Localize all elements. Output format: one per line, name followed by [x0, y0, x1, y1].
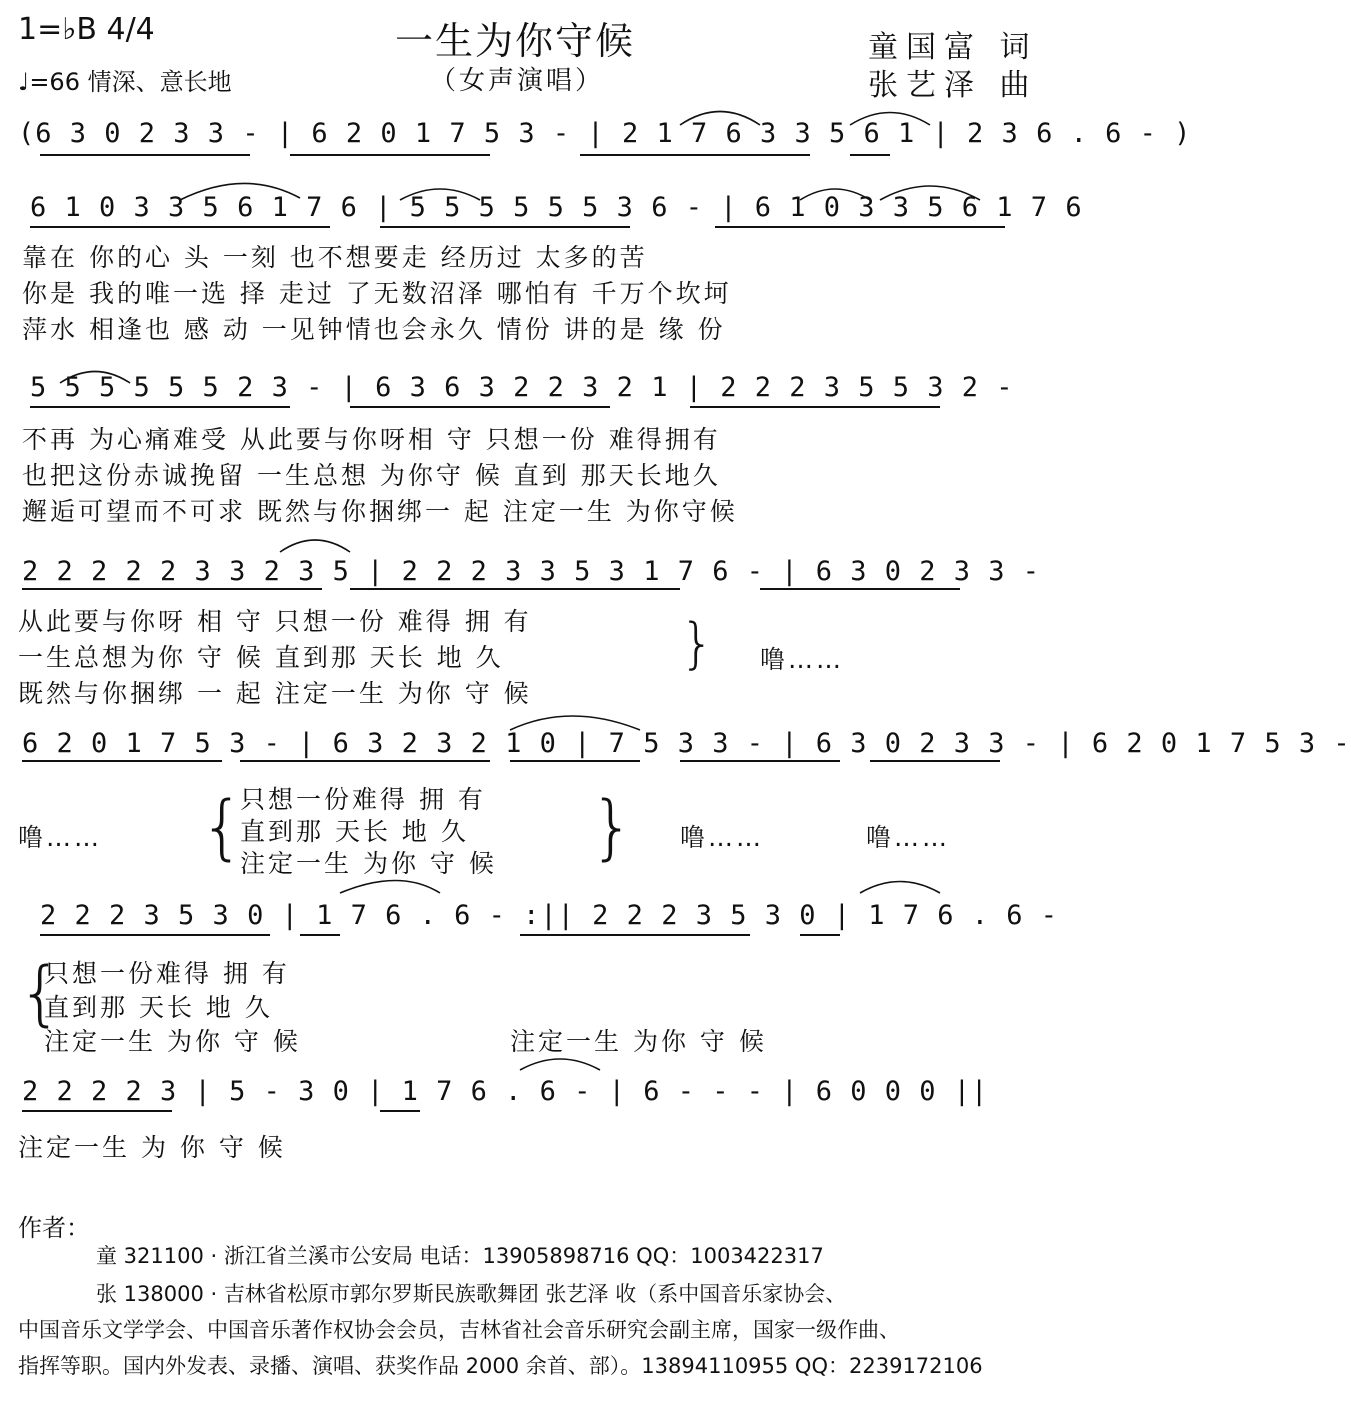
hum-syllable: 噜……: [18, 823, 103, 852]
lyric-verse-2: 你是 我的唯一选 择 走过 了无数沼泽 哪怕有 千万个坎坷: [22, 279, 732, 308]
tempo-marking: ♩=66 情深、意长地: [18, 68, 232, 96]
brace: }: [680, 612, 718, 675]
score-row-1-notation: (6 3 0 2 3 3 - | 6 2 0 1 7 5 3 - | 2 1 7 6 3 3 5 6 1 | 2 3 6 . 6 - ): [18, 118, 1192, 149]
brace: }: [590, 786, 638, 868]
lyric-verse-3: 注定一生 为你 守 候: [240, 849, 497, 878]
beam-line: [40, 934, 270, 936]
lyric-verse-1: 只想一份难得 拥 有: [240, 785, 486, 814]
beam-line: [350, 406, 610, 408]
lyric-verse-3: 邂逅可望而不可求 既然与你捆绑一 起 注定一生 为你守候: [22, 497, 738, 526]
lyric-verse-3: 既然与你捆绑 一 起 注定一生 为你 守 候: [18, 679, 532, 708]
beam-line: [690, 406, 940, 408]
lyric-verse-2: 直到那 天长 地 久: [240, 817, 469, 846]
brace: {: [18, 952, 66, 1034]
lyric-verse-1: 不再 为心痛难受 从此要与你呀相 守 只想一份 难得拥有: [22, 425, 721, 454]
lyric-verse-1: 只想一份难得 拥 有: [44, 959, 290, 988]
beam-line: [290, 154, 490, 156]
author-label: 作者：: [18, 1214, 90, 1242]
lyric-verse-1: 靠在 你的心 头 一刻 也不想要走 经历过 太多的苦: [22, 243, 648, 272]
lyricist-credit: 童国富 词: [868, 30, 1038, 65]
author-contact-1: 童 321100 · 浙江省兰溪市公安局 电话：13905898716 QQ：1003422317: [96, 1244, 824, 1268]
beam-line: [30, 226, 330, 228]
beam-line: [300, 934, 340, 936]
author-bio-2: 指挥等职。国内外发表、录播、演唱、获奖作品 2000 余首、部）。13894110955 QQ：2239172106: [18, 1354, 983, 1378]
hum-syllable: 噜……: [680, 823, 765, 852]
beam-line: [22, 1110, 172, 1112]
hum-syllable: 噜……: [866, 823, 951, 852]
brace: {: [200, 786, 248, 868]
beam-line: [760, 588, 960, 590]
song-subtitle: （女声演唱）: [430, 66, 605, 96]
score-row-5-notation: 6 2 0 1 7 5 3 - | 6 3 2 3 2 1 0 | 7 5 3 3 - | 6 3 0 2 3 3 - | 6 2 0 1 7 5 3 -: [22, 728, 1351, 759]
lyric-verse-2: 直到那 天长 地 久: [44, 993, 273, 1022]
beam-line: [30, 406, 290, 408]
composer-credit: 张艺泽 曲: [868, 68, 1038, 103]
beam-line: [870, 760, 1000, 762]
beam-line: [240, 760, 490, 762]
beam-line: [800, 934, 840, 936]
beam-line: [510, 760, 640, 762]
beam-line: [40, 154, 250, 156]
score-row-7-notation: 2 2 2 2 3 | 5 - 3 0 | 1 7 6 . 6 - | 6 - - - | 6 0 0 0 ||: [22, 1076, 989, 1107]
song-title: 一生为你守候: [395, 19, 636, 63]
lyric-verse-3: 萍水 相逢也 感 动 一见钟情也会永久 情份 讲的是 缘 份: [22, 315, 726, 344]
lyric-verse-3: 注定一生 为你 守 候: [44, 1027, 301, 1056]
beam-line: [580, 154, 810, 156]
author-contact-2: 张 138000 · 吉林省松原市郭尔罗斯民族歌舞团 张艺泽 收（系中国音乐家协会、: [96, 1282, 847, 1306]
beam-line: [22, 760, 222, 762]
score-row-3-notation: 5 5 5 5 5 5 2 3 - | 6 3 6 3 2 2 3 2 1 | 2 2 2 3 5 5 3 2 -: [30, 372, 1014, 403]
beam-line: [22, 588, 322, 590]
lyric-coda: 注定一生 为你 守 候: [510, 1027, 767, 1056]
beam-line: [850, 154, 890, 156]
hum-syllable: 噜……: [760, 645, 845, 674]
beam-line: [350, 588, 680, 590]
lyric-verse-1: 注定一生 为 你 守 候: [18, 1133, 286, 1162]
score-row-2-notation: 6 1 0 3 3 5 6 1 7 6 | 5 5 5 5 5 5 3 6 - | 6 1 0 3 3 5 6 1 7 6: [30, 192, 1083, 223]
author-bio-1: 中国音乐文学学会、中国音乐著作权协会会员，吉林省社会音乐研究会副主席，国家一级作曲、: [18, 1318, 900, 1342]
beam-line: [380, 226, 630, 228]
beam-line: [715, 226, 1005, 228]
lyric-verse-2: 也把这份赤诚挽留 一生总想 为你守 候 直到 那天长地久: [22, 461, 721, 490]
beam-line: [380, 1110, 420, 1112]
score-row-4-notation: 2 2 2 2 2 3 3 2 3 5 | 2 2 2 3 3 5 3 1 7 6 - | 6 3 0 2 3 3 -: [22, 556, 1041, 587]
score-row-6-notation: 2 2 2 3 5 3 0 | 1 7 6 . 6 - :|| 2 2 2 3 5 3 0 | 1 7 6 . 6 -: [40, 900, 1059, 931]
beam-line: [680, 760, 840, 762]
lyric-verse-1: 从此要与你呀 相 守 只想一份 难得 拥 有: [18, 607, 532, 636]
lyric-verse-2: 一生总想为你 守 候 直到那 天长 地 久: [18, 643, 504, 672]
key-signature: 1=♭B 4/4: [18, 12, 155, 47]
beam-line: [520, 934, 750, 936]
